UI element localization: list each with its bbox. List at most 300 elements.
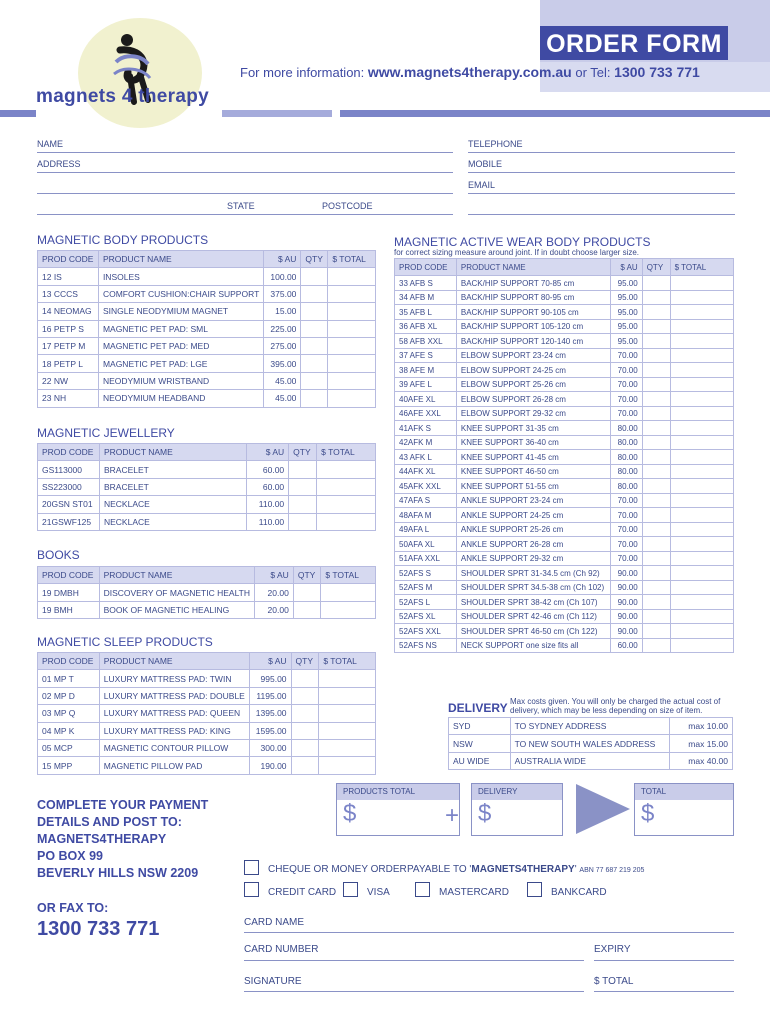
cell-qty[interactable] [642, 421, 670, 436]
cell-code: 15 MPP [38, 757, 100, 774]
fax-label: OR FAX TO: [37, 901, 109, 915]
card-number-field[interactable] [244, 960, 584, 961]
cell-qty[interactable] [289, 496, 317, 513]
cell-name: DISCOVERY OF MAGNETIC HEALTH [99, 584, 254, 601]
products-total-label: PRODUCTS TOTAL [337, 784, 459, 800]
cell-qty[interactable] [301, 303, 328, 320]
post-instructions [37, 797, 208, 882]
cell-code: 39 AFE L [395, 377, 457, 392]
cell-total[interactable] [670, 348, 733, 363]
cell-price: 70.00 [610, 522, 642, 537]
cell-price: 70.00 [610, 348, 642, 363]
cell-total[interactable] [670, 406, 733, 421]
cell-qty[interactable] [642, 522, 670, 537]
col-qty: QTY [289, 444, 317, 461]
cell-total[interactable] [670, 595, 733, 610]
cell-qty[interactable] [642, 406, 670, 421]
body-products-title: MAGNETIC BODY PRODUCTS [37, 233, 209, 247]
cell-total[interactable] [670, 580, 733, 595]
cell-qty[interactable] [291, 687, 319, 704]
table-row [395, 363, 734, 378]
cell-price: 110.00 [247, 513, 289, 530]
table-row [395, 638, 734, 653]
table-row [38, 320, 376, 337]
cell-qty[interactable] [293, 584, 321, 601]
cell-total[interactable] [670, 305, 733, 320]
table-row [395, 595, 734, 610]
cell-qty[interactable] [291, 757, 319, 774]
email-field-2[interactable] [468, 214, 735, 215]
body-products-table [37, 250, 376, 408]
cell-name: BRACELET [99, 461, 246, 478]
cell-name: ANKLE SUPPORT 26-28 cm [456, 537, 610, 552]
cell-price: 95.00 [610, 319, 642, 334]
cell-total[interactable] [670, 363, 733, 378]
header-stripe [222, 110, 332, 117]
cell-price: 70.00 [610, 508, 642, 523]
cell-code: 52AFS S [395, 566, 457, 581]
cell-name: KNEE SUPPORT 36-40 cm [456, 435, 610, 450]
post-line-2: DETAILS AND POST TO: [37, 815, 182, 829]
cell-total[interactable] [328, 372, 376, 389]
table-row [38, 584, 376, 601]
cell-price: 45.00 [264, 372, 301, 389]
cell-qty[interactable] [642, 493, 670, 508]
col-qty: QTY [291, 653, 319, 670]
cell-code: 58 AFB XXL [395, 334, 457, 349]
payment-total-label: $ TOTAL [594, 976, 634, 987]
cell-total[interactable] [670, 638, 733, 653]
fax-number: 1300 733 771 [37, 918, 160, 940]
delivery-note: Max costs given. You will only be charged the actual cost of delivery, which may be less depending on size of item. [510, 697, 721, 715]
cell-qty[interactable] [642, 348, 670, 363]
cell-price: 1395.00 [249, 705, 291, 722]
cell-price: 190.00 [249, 757, 291, 774]
cell-name: LUXURY MATTRESS PAD: KING [99, 722, 249, 739]
tel-number: 1300 733 771 [614, 64, 700, 80]
col-qty: QTY [293, 567, 321, 584]
abn: ABN 77 687 219 205 [579, 867, 645, 874]
cell-name: MAGNETIC PET PAD: SML [98, 320, 263, 337]
col-qty: QTY [642, 259, 670, 276]
cell-price: 60.00 [247, 461, 289, 478]
cell-total[interactable] [670, 609, 733, 624]
postcode-label: POSTCODE [322, 201, 373, 211]
signature-label: SIGNATURE [244, 976, 302, 987]
cell-total[interactable] [319, 739, 376, 756]
cell-price: 70.00 [610, 363, 642, 378]
cell-total[interactable] [319, 705, 376, 722]
cell-total[interactable] [328, 303, 376, 320]
cell-price: 80.00 [610, 464, 642, 479]
cell-total[interactable] [670, 421, 733, 436]
cell-qty[interactable] [642, 377, 670, 392]
cell-code: 21GSWF125 [38, 513, 100, 530]
cell-name: BOOK OF MAGNETIC HEALING [99, 601, 254, 618]
post-line-4: PO BOX 99 [37, 849, 103, 863]
cell-name: SHOULDER SPRT 38-42 cm (Ch 107) [456, 595, 610, 610]
delivery-title: DELIVERY [448, 701, 508, 715]
cell-code: 19 BMH [38, 601, 100, 618]
col-total: $ TOTAL [321, 567, 376, 584]
payable-suffix: ' [574, 864, 577, 875]
address-field[interactable] [37, 172, 453, 173]
website-link[interactable]: www.magnets4therapy.com.au [367, 64, 572, 80]
cell-total[interactable] [670, 464, 733, 479]
table-row [395, 392, 734, 407]
grand-total-dollar: $ [641, 800, 655, 827]
col-code: PROD CODE [38, 567, 100, 584]
cell-qty[interactable] [642, 638, 670, 653]
cell-code: SYD [449, 718, 511, 735]
table-row [38, 461, 376, 478]
cell-code: 22 NW [38, 372, 99, 389]
cell-price: 60.00 [610, 638, 642, 653]
books-title: BOOKS [37, 548, 80, 562]
cell-qty[interactable] [642, 435, 670, 450]
table-row [38, 705, 376, 722]
cell-code: 38 AFE M [395, 363, 457, 378]
table-row [395, 276, 734, 291]
payable-prefix: PAYABLE TO ' [407, 864, 472, 875]
jewellery-table [37, 443, 376, 531]
cell-qty[interactable] [642, 392, 670, 407]
cell-qty[interactable] [289, 478, 317, 495]
table-row [395, 305, 734, 320]
mastercard-checkbox[interactable] [415, 882, 430, 897]
cell-price: max 40.00 [670, 752, 733, 769]
cell-name: NEODYMIUM WRISTBAND [98, 372, 263, 389]
cell-total[interactable] [328, 268, 376, 285]
cell-total[interactable] [328, 320, 376, 337]
cell-code: 33 AFB S [395, 276, 457, 291]
cell-code: 52AFS XXL [395, 624, 457, 639]
cell-price: 70.00 [610, 551, 642, 566]
post-line-1: COMPLETE YOUR PAYMENT [37, 798, 209, 812]
cell-price: max 15.00 [670, 735, 733, 752]
table-row [395, 493, 734, 508]
col-name: PRODUCT NAME [456, 259, 610, 276]
cell-code: 03 MP Q [38, 705, 100, 722]
cell-price: 95.00 [610, 334, 642, 349]
table-row [395, 479, 734, 494]
col-total: $ TOTAL [317, 444, 376, 461]
cell-qty[interactable] [642, 609, 670, 624]
cell-code: 16 PETP S [38, 320, 99, 337]
col-au: $ AU [610, 259, 642, 276]
cell-qty[interactable] [301, 390, 328, 407]
cell-price: 95.00 [610, 305, 642, 320]
col-name: PRODUCT NAME [99, 444, 246, 461]
table-row [395, 421, 734, 436]
cell-code: 05 MCP [38, 739, 100, 756]
cell-price: 80.00 [610, 435, 642, 450]
cell-code: 43 AFK L [395, 450, 457, 465]
cell-code: 23 NH [38, 390, 99, 407]
cell-code: 52AFS XL [395, 609, 457, 624]
cell-total[interactable] [328, 285, 376, 302]
visa-label: VISA [367, 887, 390, 898]
cell-name: AUSTRALIA WIDE [510, 752, 670, 769]
table-row [395, 348, 734, 363]
col-code: PROD CODE [38, 444, 100, 461]
cell-qty[interactable] [291, 739, 319, 756]
sleep-table [37, 652, 376, 775]
cell-name: MAGNETIC PET PAD: LGE [98, 355, 263, 372]
cell-qty[interactable] [293, 601, 321, 618]
cell-name: BACK/HIP SUPPORT 120-140 cm [456, 334, 610, 349]
col-au: $ AU [264, 251, 301, 268]
cell-total[interactable] [670, 566, 733, 581]
cell-qty[interactable] [642, 508, 670, 523]
col-qty: QTY [301, 251, 328, 268]
cell-price: 1195.00 [249, 687, 291, 704]
cell-name: BACK/HIP SUPPORT 90-105 cm [456, 305, 610, 320]
cell-name: ANKLE SUPPORT 29-32 cm [456, 551, 610, 566]
cell-name: ELBOW SUPPORT 29-32 cm [456, 406, 610, 421]
table-row [395, 450, 734, 465]
table-row [395, 609, 734, 624]
cell-name: LUXURY MATTRESS PAD: TWIN [99, 670, 249, 687]
table-row [449, 752, 733, 769]
card-number-label: CARD NUMBER [244, 944, 319, 955]
col-total: $ TOTAL [328, 251, 376, 268]
cell-code: 04 MP K [38, 722, 100, 739]
telephone-field[interactable] [468, 152, 735, 153]
cell-total[interactable] [317, 513, 376, 530]
cell-qty[interactable] [642, 566, 670, 581]
table-row [395, 522, 734, 537]
info-prefix: For more information: [240, 65, 365, 80]
credit-card-label: CREDIT CARD [268, 887, 337, 898]
cell-qty[interactable] [301, 372, 328, 389]
cell-qty[interactable] [642, 595, 670, 610]
delivery-table [448, 717, 733, 770]
cell-total[interactable] [670, 392, 733, 407]
cell-code: 14 NEOMAG [38, 303, 99, 320]
cell-qty[interactable] [642, 624, 670, 639]
cell-code: 49AFA L [395, 522, 457, 537]
mastercard-label: MASTERCARD [439, 887, 510, 898]
cell-price: 80.00 [610, 479, 642, 494]
contact-info [240, 64, 700, 80]
cell-price: 70.00 [610, 406, 642, 421]
signature-field[interactable] [244, 991, 584, 992]
table-row [38, 478, 376, 495]
active-table [394, 258, 734, 653]
cell-total[interactable] [319, 670, 376, 687]
cell-qty[interactable] [642, 276, 670, 291]
grand-total-box[interactable] [634, 783, 734, 836]
cell-total[interactable] [319, 757, 376, 774]
delivery-total-label: DELIVERY [472, 784, 562, 800]
cell-total[interactable] [670, 537, 733, 552]
cell-name: KNEE SUPPORT 31-35 cm [456, 421, 610, 436]
cell-name: BACK/HIP SUPPORT 70-85 cm [456, 276, 610, 291]
cell-total[interactable] [670, 319, 733, 334]
table-row [395, 551, 734, 566]
cell-total[interactable] [670, 624, 733, 639]
state-label: STATE [227, 201, 255, 211]
payable-to [407, 864, 644, 875]
plus-sign: + [445, 802, 460, 829]
delivery-total-box[interactable] [471, 783, 563, 836]
col-au: $ AU [255, 567, 294, 584]
mobile-label: MOBILE [468, 159, 503, 169]
cell-code: 52AFS L [395, 595, 457, 610]
credit-card-checkbox[interactable] [244, 882, 259, 897]
email-field[interactable] [468, 193, 735, 194]
cell-name: NECK SUPPORT one size fits all [456, 638, 610, 653]
cell-total[interactable] [328, 355, 376, 372]
cell-name: LUXURY MATTRESS PAD: DOUBLE [99, 687, 249, 704]
cell-qty[interactable] [301, 320, 328, 337]
cell-name: ELBOW SUPPORT 24-25 cm [456, 363, 610, 378]
cell-total[interactable] [670, 450, 733, 465]
cell-code: 44AFK XL [395, 464, 457, 479]
form-title: ORDER FORM [540, 26, 728, 60]
cell-qty[interactable] [642, 319, 670, 334]
table-row [395, 435, 734, 450]
cheque-checkbox[interactable] [244, 860, 259, 875]
cell-price: 70.00 [610, 537, 642, 552]
cell-code: 13 CCCS [38, 285, 99, 302]
cell-price: 1595.00 [249, 722, 291, 739]
address-field-2[interactable] [37, 193, 453, 194]
cell-total[interactable] [328, 390, 376, 407]
cell-code: 45AFK XXL [395, 479, 457, 494]
cell-name: BRACELET [99, 478, 246, 495]
cell-total[interactable] [670, 334, 733, 349]
table-row [395, 377, 734, 392]
cell-total[interactable] [319, 687, 376, 704]
payment-total-field[interactable] [594, 991, 734, 992]
cell-qty[interactable] [642, 450, 670, 465]
active-title: MAGNETIC ACTIVE WEAR BODY PRODUCTS [394, 235, 651, 249]
cell-total[interactable] [670, 377, 733, 392]
cell-price: 90.00 [610, 609, 642, 624]
cell-name: MAGNETIC PET PAD: MED [98, 337, 263, 354]
cell-qty[interactable] [642, 334, 670, 349]
cell-total[interactable] [670, 276, 733, 291]
cell-qty[interactable] [289, 461, 317, 478]
col-code: PROD CODE [38, 653, 100, 670]
table-row [38, 355, 376, 372]
books-table [37, 566, 376, 619]
cell-total[interactable] [328, 337, 376, 354]
cell-qty[interactable] [642, 479, 670, 494]
cell-price: 225.00 [264, 320, 301, 337]
cheque-label: CHEQUE OR MONEY ORDER [268, 864, 407, 875]
table-row [395, 319, 734, 334]
cell-total[interactable] [670, 435, 733, 450]
cell-name: ELBOW SUPPORT 26-28 cm [456, 392, 610, 407]
cell-code: 34 AFB M [395, 290, 457, 305]
payable-name: MAGNETS4THERAPY [471, 864, 575, 875]
cell-qty[interactable] [642, 551, 670, 566]
cell-price: 90.00 [610, 566, 642, 581]
cell-code: 47AFA S [395, 493, 457, 508]
col-au: $ AU [249, 653, 291, 670]
visa-checkbox[interactable] [343, 882, 358, 897]
cell-price: 70.00 [610, 392, 642, 407]
expiry-field[interactable] [594, 960, 734, 961]
cell-total[interactable] [670, 551, 733, 566]
cell-code: 02 MP D [38, 687, 100, 704]
cell-code: 37 AFE S [395, 348, 457, 363]
state-postcode-field[interactable] [37, 214, 453, 215]
cell-total[interactable] [670, 493, 733, 508]
table-row [38, 722, 376, 739]
cell-price: 95.00 [610, 290, 642, 305]
cell-name: NEODYMIUM HEADBAND [98, 390, 263, 407]
card-name-field[interactable] [244, 932, 734, 933]
cell-name: NECKLACE [99, 496, 246, 513]
col-total: $ TOTAL [670, 259, 733, 276]
cell-qty[interactable] [291, 722, 319, 739]
cell-name: INSOLES [98, 268, 263, 285]
cell-qty[interactable] [291, 670, 319, 687]
cell-price: 80.00 [610, 450, 642, 465]
mobile-field[interactable] [468, 172, 735, 173]
cell-total[interactable] [321, 601, 376, 618]
cell-qty[interactable] [642, 290, 670, 305]
cell-qty[interactable] [289, 513, 317, 530]
cell-qty[interactable] [642, 363, 670, 378]
cell-qty[interactable] [301, 337, 328, 354]
cell-code: 48AFA M [395, 508, 457, 523]
bankcard-checkbox[interactable] [527, 882, 542, 897]
cell-qty[interactable] [291, 705, 319, 722]
table-row [38, 303, 376, 320]
cell-qty[interactable] [642, 580, 670, 595]
cell-price: 70.00 [610, 493, 642, 508]
cell-total[interactable] [317, 496, 376, 513]
cell-total[interactable] [670, 290, 733, 305]
cell-name: TO NEW SOUTH WALES ADDRESS [510, 735, 670, 752]
cell-price: 395.00 [264, 355, 301, 372]
name-field[interactable] [37, 152, 453, 153]
cell-total[interactable] [317, 478, 376, 495]
table-row [395, 508, 734, 523]
cell-total[interactable] [319, 722, 376, 739]
sleep-title: MAGNETIC SLEEP PRODUCTS [37, 635, 213, 649]
cell-qty[interactable] [642, 305, 670, 320]
cell-code: 46AFE XXL [395, 406, 457, 421]
post-line-5: BEVERLY HILLS NSW 2209 [37, 866, 199, 880]
cell-qty[interactable] [301, 355, 328, 372]
cell-total[interactable] [670, 479, 733, 494]
cell-qty[interactable] [642, 537, 670, 552]
telephone-label: TELEPHONE [468, 139, 523, 149]
cell-total[interactable] [670, 522, 733, 537]
cell-code: 35 AFB L [395, 305, 457, 320]
cell-qty[interactable] [301, 285, 328, 302]
cell-price: 90.00 [610, 624, 642, 639]
active-note: for correct sizing measure around joint. If in doubt choose larger size. [394, 248, 640, 257]
cell-code: 51AFA XXL [395, 551, 457, 566]
cell-qty[interactable] [642, 464, 670, 479]
cell-total[interactable] [321, 584, 376, 601]
cell-name: SHOULDER SPRT 42-46 cm (Ch 112) [456, 609, 610, 624]
products-total-box[interactable] [336, 783, 460, 836]
cell-price: 80.00 [610, 421, 642, 436]
address-label: ADDRESS [37, 159, 81, 169]
cell-total[interactable] [317, 461, 376, 478]
cell-qty[interactable] [301, 268, 328, 285]
cell-price: 20.00 [255, 601, 294, 618]
cell-total[interactable] [670, 508, 733, 523]
